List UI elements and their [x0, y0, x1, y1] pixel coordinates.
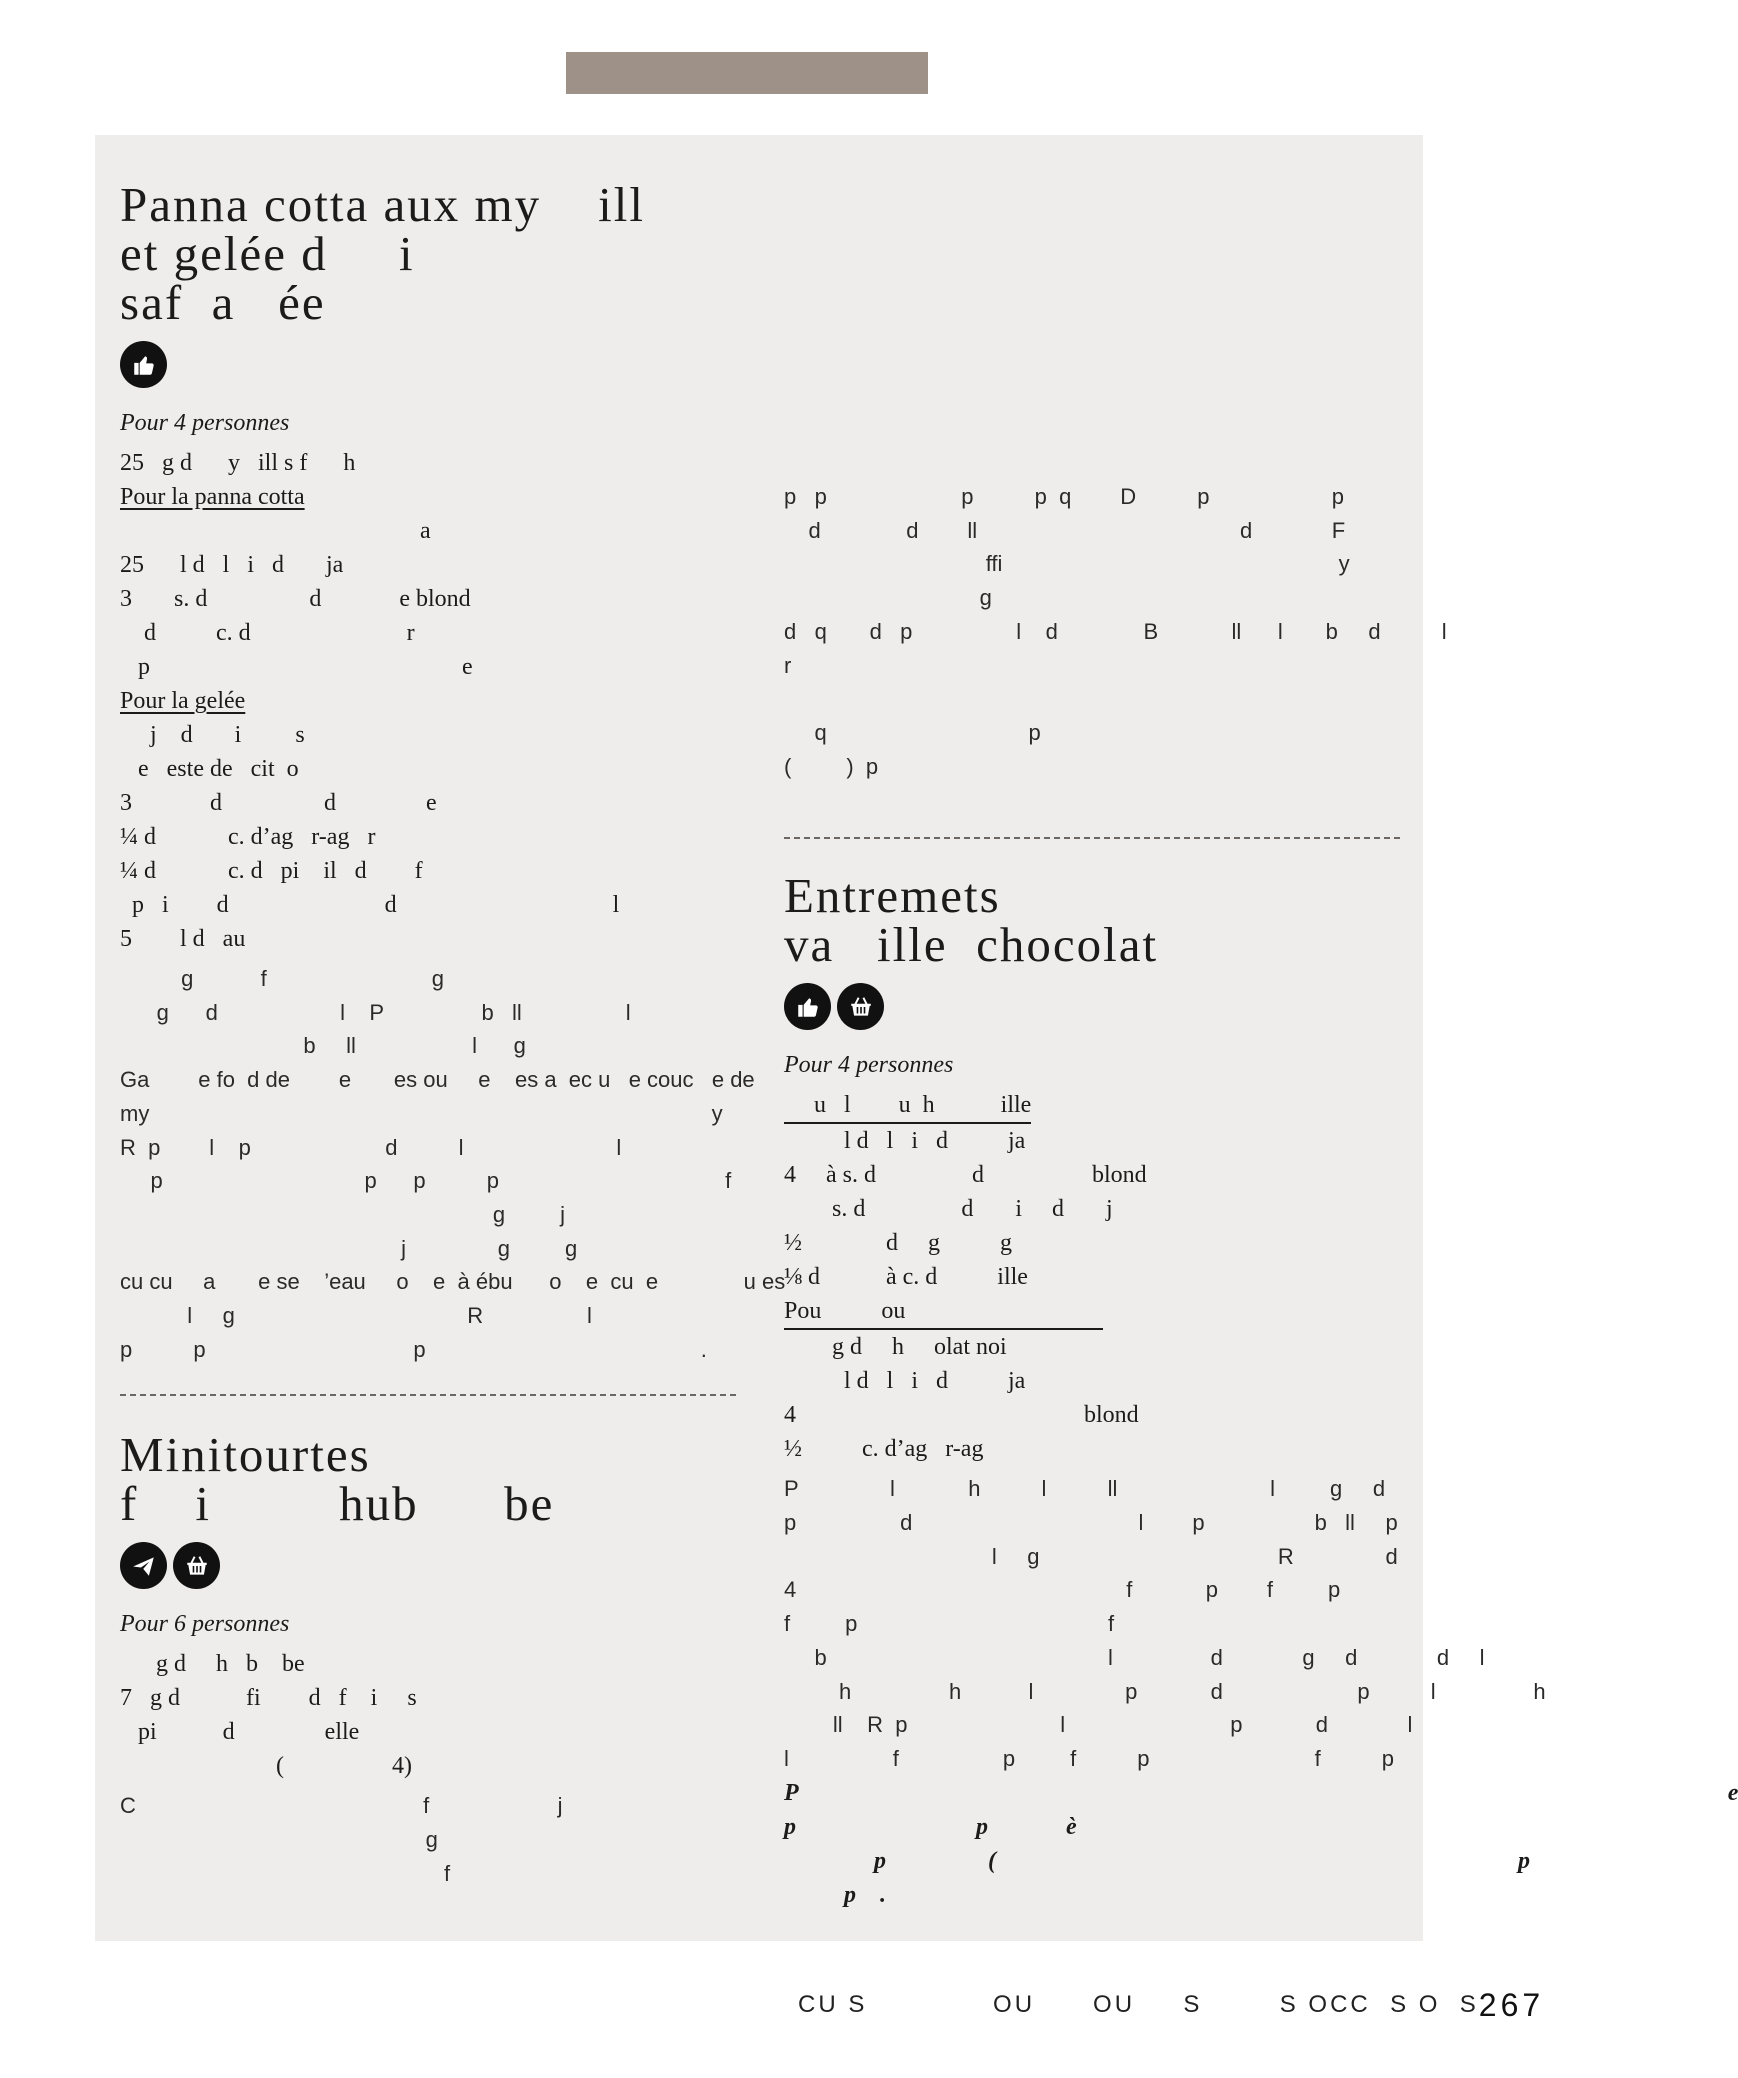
tip-line: P e — [784, 1779, 1738, 1806]
recipe-title — [784, 868, 1404, 973]
page-number: 267 — [1478, 1986, 1545, 2023]
ingredient-line: ⅛ d à c. d ille — [784, 1264, 1028, 1291]
step-line: ( ) p — [784, 753, 879, 779]
ingredient-line: 5 l d au — [120, 926, 246, 952]
section-divider — [120, 1394, 736, 1396]
ingredient-line: g d h olat noi — [784, 1334, 1007, 1361]
ingredient-line: 3 d d e — [120, 790, 437, 816]
basket-icon — [837, 983, 884, 1030]
step-line — [784, 682, 1404, 716]
recipe-title — [120, 177, 740, 330]
step-line: p p p p f — [120, 1168, 732, 1194]
thumbs-up-icon — [120, 341, 167, 388]
recipe-entremets — [784, 868, 1738, 1911]
recipe-minitourtes — [120, 1427, 740, 1890]
title-line: saf a ée — [120, 275, 326, 330]
tip-line: p . — [784, 1881, 886, 1908]
step-line: my y — [120, 1100, 723, 1126]
step-line: p p p p q D p p — [784, 484, 1344, 509]
recipe-icons — [784, 983, 1404, 1030]
ingredient-line: 7 g d fi d f i s — [120, 1685, 417, 1712]
left-column — [120, 177, 786, 1891]
servings: Pour 6 personnes — [120, 1611, 290, 1638]
step-line: q p — [784, 719, 1041, 745]
section-divider — [784, 837, 1400, 839]
subheading: Pour la panna cotta — [120, 484, 305, 510]
ingredient-line: 25 l d l i d ja — [120, 552, 344, 578]
right-column — [784, 480, 1738, 1912]
step-line: C f j — [120, 1793, 563, 1819]
step-line: g d l P b ll l — [120, 999, 631, 1025]
step-line: j g g — [120, 1235, 578, 1261]
recipe-title — [120, 1427, 740, 1532]
title-line: et gelée d i — [120, 226, 415, 281]
tip-line: p ( p — [784, 1847, 1530, 1874]
ingredient-line: e este de cit o — [120, 756, 299, 782]
ingredient-line: p e — [120, 654, 473, 680]
title-line: Panna cotta aux my ill — [120, 177, 645, 232]
step-line: 4 f p f p — [784, 1577, 1341, 1603]
ingredient-line: pi d elle — [120, 1719, 360, 1746]
step-line: cu cu a e se ’eau o e à ébu o e cu e u es — [120, 1269, 786, 1295]
step-line: R p l p d l l — [120, 1134, 622, 1160]
ingredient-line: 4 blond — [784, 1402, 1139, 1429]
thumbs-up-icon — [784, 983, 831, 1030]
servings: Pour 4 personnes — [784, 1052, 954, 1079]
step-line: ffi y — [784, 551, 1350, 577]
step-line: p p p . — [120, 1336, 707, 1362]
step-line: b ll l g — [120, 1033, 526, 1059]
step-line: ll R p l p d l — [784, 1712, 1413, 1738]
recipe-panna-cotta — [120, 177, 786, 1366]
ingredient-line: ( 4) — [120, 1753, 412, 1780]
recipe-continuation — [784, 480, 1447, 783]
subheading: Pou ou — [784, 1294, 1103, 1330]
ingredient-line: d c. d r — [120, 620, 415, 646]
ingredient-line: ¼ d c. d’ag r-ag r — [120, 824, 376, 850]
paper-plane-icon — [120, 1542, 167, 1589]
step-line: g j — [120, 1201, 565, 1227]
ingredient-line: j d i s — [120, 722, 305, 748]
header-color-bar — [566, 52, 928, 94]
ingredient-line: a — [120, 518, 431, 544]
step-line: f — [120, 1860, 451, 1886]
step-line: g — [120, 1827, 438, 1853]
step-line: h h l p d p l h — [784, 1678, 1546, 1704]
title-line: Entremets — [784, 868, 1001, 924]
ingredient-line: p i d d l — [120, 892, 620, 918]
step-line: l g R l — [120, 1303, 592, 1329]
step-line: r — [784, 652, 792, 678]
title-line: f i hub be — [120, 1476, 555, 1532]
ingredient-line: ½ d g g — [784, 1230, 1012, 1257]
step-line: b l d g d d l — [784, 1644, 1485, 1670]
footer-section-title: CU S OU OU S S OCC S O S — [798, 1991, 1479, 2018]
ingredient-line: ¼ d c. d pi il d f — [120, 858, 423, 884]
page-footer — [798, 1985, 1545, 2025]
subheading: Pour la gelée — [120, 688, 246, 714]
step-line: Ga e fo d de e es ou e es a ec u e couc e de — [120, 1067, 755, 1093]
servings: Pour 4 personnes — [120, 410, 290, 436]
ingredient-line: ½ c. d’ag r-ag — [784, 1436, 984, 1463]
step-line: l f p f p f p — [784, 1745, 1395, 1771]
step-line: d d ll d F — [784, 517, 1346, 543]
step-line: g f g — [120, 966, 444, 991]
step-line: g — [784, 585, 992, 611]
ingredient-line: l d l i d ja — [784, 1368, 1026, 1395]
step-line: p d l p b ll p — [784, 1510, 1398, 1536]
ingredient-line: 4 à s. d d blond — [784, 1162, 1147, 1189]
step-line: P l h l ll l g d — [784, 1476, 1386, 1502]
ingredient-line: l d l i d ja — [784, 1128, 1026, 1155]
title-line: va ille chocolat — [784, 917, 1159, 973]
step-line: f p f — [784, 1611, 1115, 1637]
ingredient-line: s. d d i d j — [784, 1196, 1113, 1223]
step-line: l g R d — [784, 1543, 1398, 1569]
tip-line: p p è — [784, 1813, 1077, 1840]
recipe-icons — [120, 1542, 740, 1589]
ingredient-line: 3 s. d d e blond — [120, 586, 471, 612]
step-line: d q d p l d B ll l b d l — [784, 618, 1447, 644]
basket-icon — [173, 1542, 220, 1589]
title-line: Minitourtes — [120, 1427, 371, 1483]
ingredient-line: g d h b be — [120, 1651, 305, 1678]
recipe-icons — [120, 341, 740, 388]
ingredient-line: 25 g d y ill s f h — [120, 450, 356, 476]
subheading: u l u h ille — [784, 1088, 1031, 1124]
